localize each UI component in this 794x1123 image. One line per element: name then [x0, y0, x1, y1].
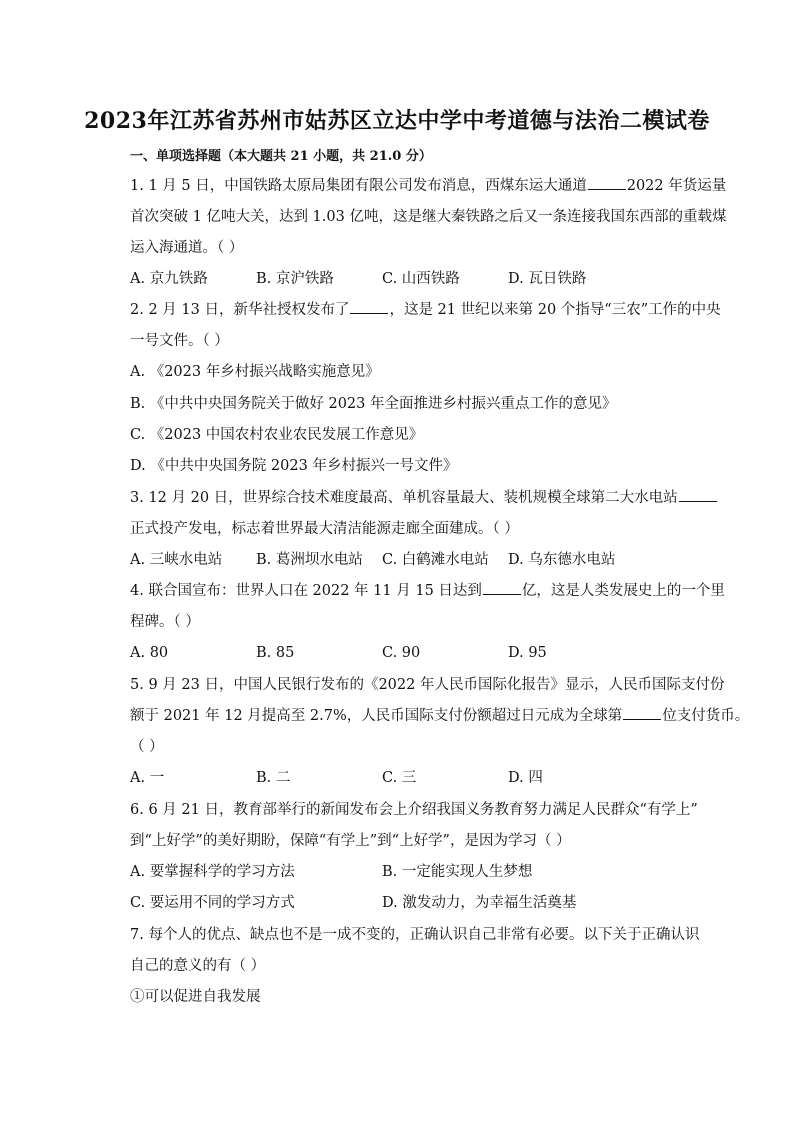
question-7-line-2: 自己的意义的有（ ） [130, 958, 266, 974]
answer-blank [483, 581, 521, 595]
option-b: B. 《中共中央国务院关于做好 2023 年全面推进乡村振兴重点工作的意见》 [130, 396, 617, 412]
answer-blank [623, 706, 661, 720]
question-1-text-b: 2022 年货运量 [626, 178, 727, 194]
question-2-line-2: 一号文件。（ ） [130, 333, 229, 349]
option-b: B. 85 [256, 645, 295, 661]
option-d: D. 四 [508, 770, 543, 786]
question-6-line-2: 到“上好学”的美好期盼，保障“有学上”到“上好学”，是因为学习（ ） [130, 833, 571, 849]
option-a: A. 三峡水电站 [130, 552, 223, 568]
option-c: C. 三 [382, 770, 417, 786]
question-1-text-a: 1. 1 月 5 日，中国铁路太原局集团有限公司发布消息，西煤东运大通道 [130, 178, 587, 194]
option-b: B. 葛洲坝水电站 [256, 552, 363, 568]
question-3-line-1 [130, 488, 718, 508]
question-7-statement-1: ①可以促进自我发展 [130, 989, 261, 1005]
question-5-text-a: 额于 2021 年 12 月提高至 2.7%，人民币国际支付份额超过日元成为全球第 [130, 708, 623, 724]
question-3-text-a: 3. 12 月 20 日，世界综合技术难度最高、单机容量最大、装机规模全球第二大水电站 [130, 490, 678, 506]
option-d: D. 95 [508, 645, 547, 661]
question-5-text-b: 位支付货币。 [662, 708, 750, 724]
question-1-line-1 [130, 176, 726, 196]
option-d: D. 瓦日铁路 [508, 271, 587, 287]
option-c: C. 《2023 中国农村农业农民发展工作意见》 [130, 427, 424, 443]
question-1-line-3: 运入海通道。（ ） [130, 240, 244, 256]
answer-blank [350, 300, 388, 314]
section-heading: 一、单项选择题（本大题共 21 小题，共 21.0 分） [130, 149, 432, 164]
question-7-line-1: 7. 每个人的优点、缺点也不是一成不变的，正确认识自己非常有必要。以下关于正确认识 [130, 927, 700, 943]
option-c: C. 90 [382, 645, 421, 661]
option-c: C. 山西铁路 [382, 271, 460, 287]
option-a: A. 要掌握科学的学习方法 [130, 864, 295, 880]
option-c: C. 白鹤滩水电站 [382, 552, 489, 568]
option-d: D. 激发动力，为幸福生活奠基 [382, 895, 577, 911]
question-5-line-2 [130, 706, 749, 726]
option-c: C. 要运用不同的学习方式 [130, 895, 295, 911]
question-2-line-1 [130, 300, 721, 320]
question-4-line-2: 程碑。（ ） [130, 614, 200, 630]
option-a: A. 80 [130, 645, 169, 661]
question-6-line-1: 6. 6 月 21 日，教育部举行的新闻发布会上介绍我国义务教育努力满足人民群众“有学上” [130, 802, 698, 818]
question-4-text-a: 4. 联合国宣布：世界人口在 2022 年 11 月 15 日达到 [130, 583, 482, 599]
answer-blank [679, 488, 717, 502]
question-1-line-2: 首次突破 1 亿吨大关，达到 1.03 亿吨，这是继大秦铁路之后又一条连接我国东西部的重载煤 [130, 209, 727, 225]
question-5-line-3: （ ） [130, 739, 164, 755]
option-d: D. 乌东德水电站 [508, 552, 616, 568]
answer-blank [588, 176, 626, 190]
option-a: A. 京九铁路 [130, 271, 208, 287]
option-b: B. 京沪铁路 [256, 271, 334, 287]
question-4-line-1 [130, 581, 725, 601]
question-5-line-1: 5. 9 月 23 日，中国人民银行发布的《2022 年人民币国际化报告》显示，人民币国际支付份 [130, 677, 725, 693]
question-2-text-a: 2. 2 月 13 日，新华社授权发布了 [130, 302, 350, 318]
option-a: A. 《2023 年乡村振兴战略实施意见》 [130, 364, 380, 380]
option-d: D. 《中共中央国务院 2023 年乡村振兴一号文件》 [130, 458, 458, 474]
question-4-text-b: 亿，这是人类发展史上的一个里 [521, 583, 725, 599]
page-title: 2023年江苏省苏州市姑苏区立达中学中考道德与法治二模试卷 [84, 108, 710, 134]
question-2-text-b: ，这是 21 世纪以来第 20 个指导“三农”工作的中央 [389, 302, 721, 318]
option-b: B. 一定能实现人生梦想 [382, 864, 533, 880]
question-3-line-2: 正式投产发电，标志着世界最大清洁能源走廊全面建成。（ ） [130, 521, 519, 537]
option-a: A. 一 [130, 770, 165, 786]
option-b: B. 二 [256, 770, 291, 786]
